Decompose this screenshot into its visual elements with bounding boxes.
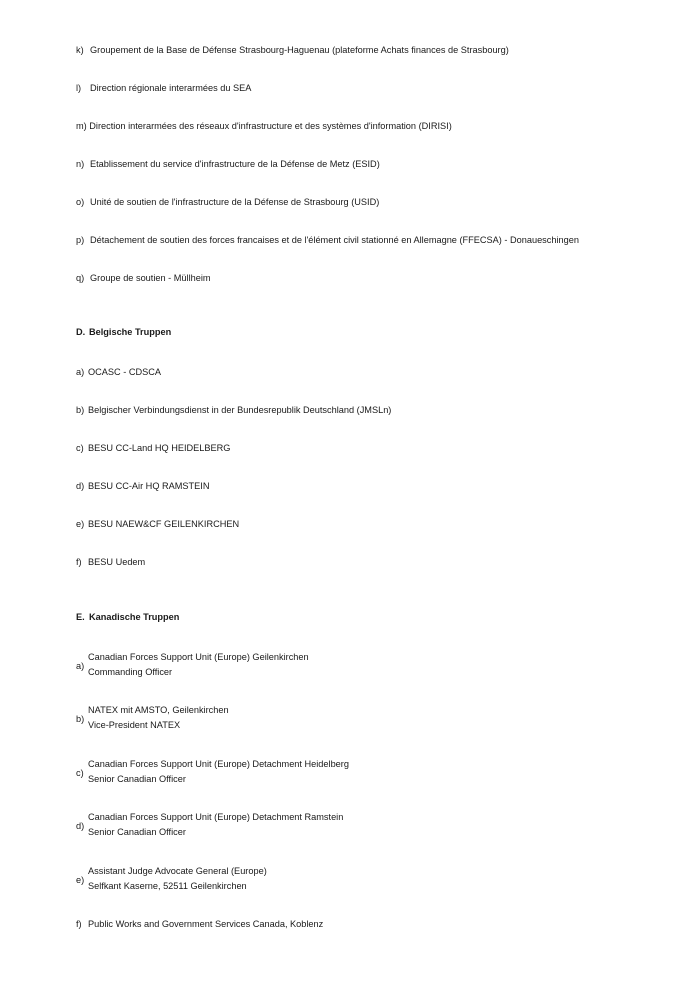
item-line-2: Commanding Officer [88, 667, 173, 677]
list-item [76, 234, 579, 246]
item-label: n) [76, 159, 85, 169]
list-item [76, 404, 391, 416]
item-label: p) [76, 235, 85, 245]
item-label: o) [76, 197, 85, 207]
item-text: Etablissement du service d'infrastructure de la Défense de Metz (ESID) [90, 159, 380, 169]
item-label: e) [76, 875, 85, 885]
item-text: BESU Uedem [88, 557, 146, 567]
item-line-2: Selfkant Kaserne, 52511 Geilenkirchen [88, 881, 247, 891]
item-label: f) [76, 557, 82, 567]
item-text: Direction interarmées des réseaux d'infrastructure et des systèmes d'information (DIRISI) [89, 121, 452, 131]
list-item [76, 442, 230, 454]
section-heading [76, 326, 171, 338]
item-line-2: Senior Canadian Officer [88, 774, 186, 784]
item-label: m) [76, 121, 87, 131]
item-text: BESU CC-Air HQ RAMSTEIN [88, 481, 210, 491]
item-label: a) [76, 661, 85, 671]
item-label: c) [76, 443, 84, 453]
section-title: Kanadische Truppen [89, 612, 180, 622]
list-item [76, 556, 145, 568]
item-text: BESU CC-Land HQ HEIDELBERG [88, 443, 231, 453]
list-item [76, 120, 452, 132]
item-label: l) [76, 83, 82, 93]
list-item [76, 196, 379, 208]
item-text: Public Works and Government Services Canada, Koblenz [88, 919, 324, 929]
list-item [76, 480, 210, 492]
section-letter: D. [76, 327, 86, 337]
list-item [76, 44, 509, 56]
item-line-1: Assistant Judge Advocate General (Europe) [88, 866, 267, 876]
list-item [76, 811, 676, 841]
section-title: Belgische Truppen [89, 327, 172, 337]
list-item [76, 366, 161, 378]
item-label: a) [76, 367, 85, 377]
item-text: Direction régionale interarmées du SEA [90, 83, 252, 93]
item-line-2: Vice-President NATEX [88, 720, 181, 730]
list-item [76, 758, 676, 788]
item-text: Unité de soutien de l'infrastructure de la Défense de Strasbourg (USID) [90, 197, 380, 207]
item-text: BESU NAEW&CF GEILENKIRCHEN [88, 519, 240, 529]
item-line-1: Canadian Forces Support Unit (Europe) Geilenkirchen [88, 652, 309, 662]
item-label: b) [76, 405, 85, 415]
item-label: e) [76, 519, 85, 529]
section-heading [76, 611, 179, 623]
section-letter: E. [76, 612, 85, 622]
list-item [76, 158, 380, 170]
item-label: b) [76, 714, 85, 724]
item-label: d) [76, 481, 85, 491]
list-item [76, 82, 251, 94]
item-label: k) [76, 45, 84, 55]
list-item [76, 918, 323, 930]
list-item [76, 704, 676, 734]
list-item [76, 865, 676, 895]
item-label: d) [76, 821, 85, 831]
item-text: Détachement de soutien des forces francaises et de l'élément civil stationné en Allemagne (FFECSA) - Donaueschingen [90, 235, 579, 245]
list-item [76, 651, 676, 681]
list-item [76, 272, 211, 284]
item-line-2: Senior Canadian Officer [88, 827, 186, 837]
item-label: c) [76, 768, 84, 778]
list-item [76, 518, 239, 530]
item-text: Groupement de la Base de Défense Strasbourg-Haguenau (plateforme Achats finances de Strasbourg) [90, 45, 509, 55]
item-label: f) [76, 919, 82, 929]
item-text: Groupe de soutien - Müllheim [90, 273, 211, 283]
item-line-1: Canadian Forces Support Unit (Europe) Detachment Ramstein [88, 812, 344, 822]
item-line-1: NATEX mit AMSTO, Geilenkirchen [88, 705, 229, 715]
item-text: OCASC - CDSCA [88, 367, 161, 377]
item-label: q) [76, 273, 85, 283]
item-text: Belgischer Verbindungsdienst in der Bundesrepublik Deutschland (JMSLn) [88, 405, 392, 415]
item-line-1: Canadian Forces Support Unit (Europe) Detachment Heidelberg [88, 759, 349, 769]
